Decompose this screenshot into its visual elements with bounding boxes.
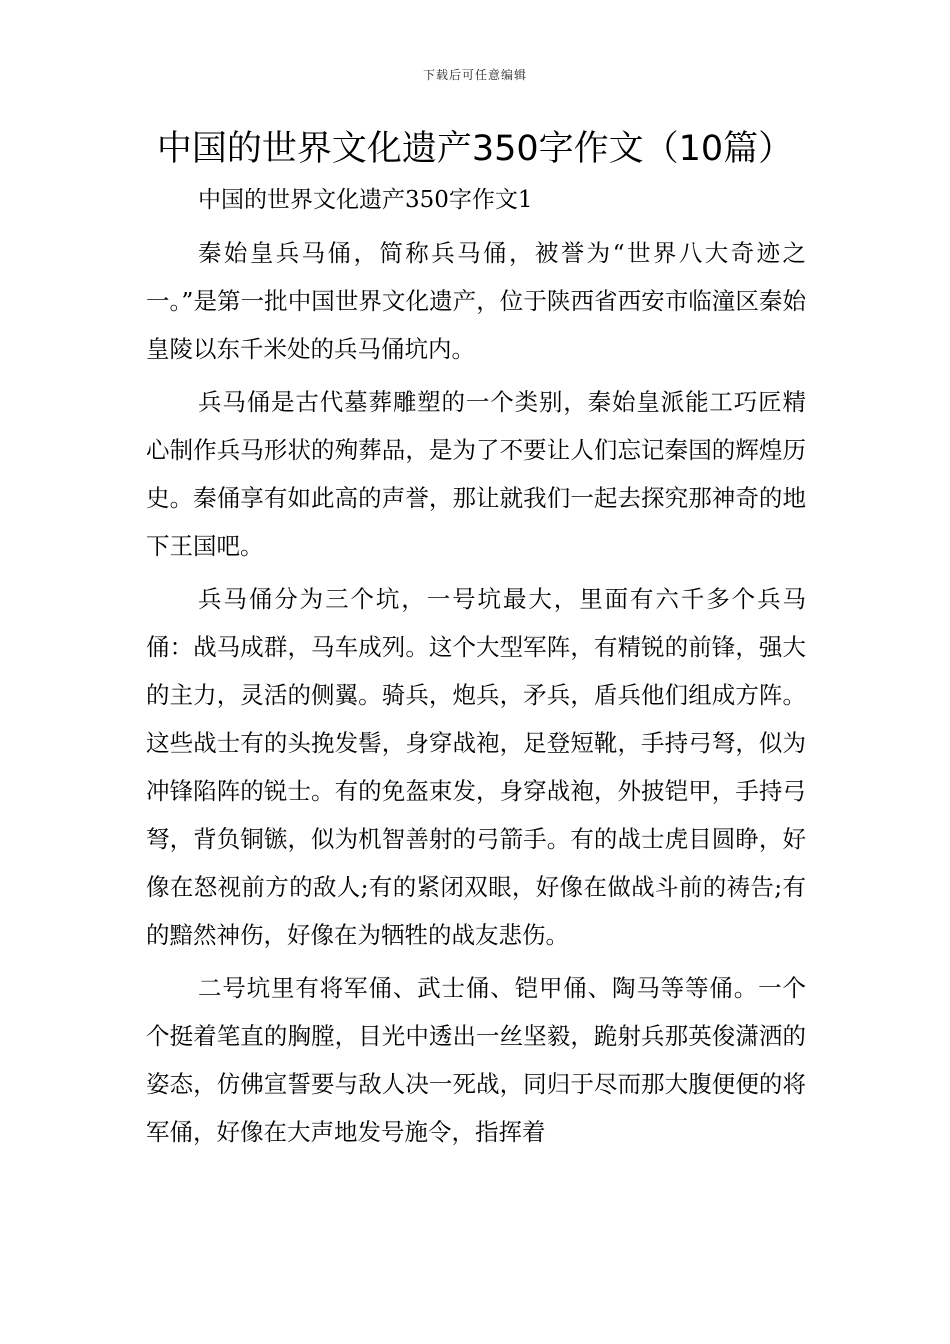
- paragraph-1: 秦始皇兵马俑，简称兵马俑，被誉为“世界八大奇迹之一。”是第一批中国世界文化遗产，位于陕西省西安市临潼区秦始皇陵以东千米处的兵马俑坑内。: [146, 239, 806, 363]
- header-note: 下载后可任意编辑: [422, 68, 527, 82]
- essay-subtitle: 中国的世界文化遗产350字作文1: [198, 187, 533, 213]
- document-body: [146, 176, 806, 1161]
- paragraph-2: 兵马俑是古代墓葬雕塑的一个类别，秦始皇派能工巧匠精心制作兵马形状的殉葬品，是为了不要让人们忘记秦国的辉煌历史。秦俑享有如此高的声誉，那让就我们一起去探究那神奇的地下王国吧。: [146, 388, 806, 560]
- paragraph-3: 兵马俑分为三个坑，一号坑最大，里面有六千多个兵马俑：战马成群，马车成列。这个大型军阵，有精锐的前锋，强大的主力，灵活的侧翼。骑兵，炮兵，矛兵，盾兵他们组成方阵。这些战士有的头挽发髻，身穿战袍，足登短靴，手持弓弩，似为冲锋陷阵的锐士。有的免盔束发，身穿战袍，外披铠甲，手持弓弩，背负铜镞，似为机智善射的弓箭手。有的战士虎目圆睁，好像在怒视前方的敌人;有的紧闭双眼，好像在做战斗前的祷告;有的黯然神伤，好像在为牺牲的战友悲伤。: [146, 585, 806, 949]
- paragraph-4: 二号坑里有将军俑、武士俑、铠甲俑、陶马等等俑。一个个挺着笔直的胸膛，目光中透出一丝坚毅，跪射兵那英俊潇洒的姿态，仿佛宣誓要与敌人决一死战，同归于尽而那大腹便便的将军俑，好像在大声地发号施令，指挥着: [146, 974, 806, 1146]
- document-title: 中国的世界文化遗产350字作文（10篇）: [156, 129, 794, 169]
